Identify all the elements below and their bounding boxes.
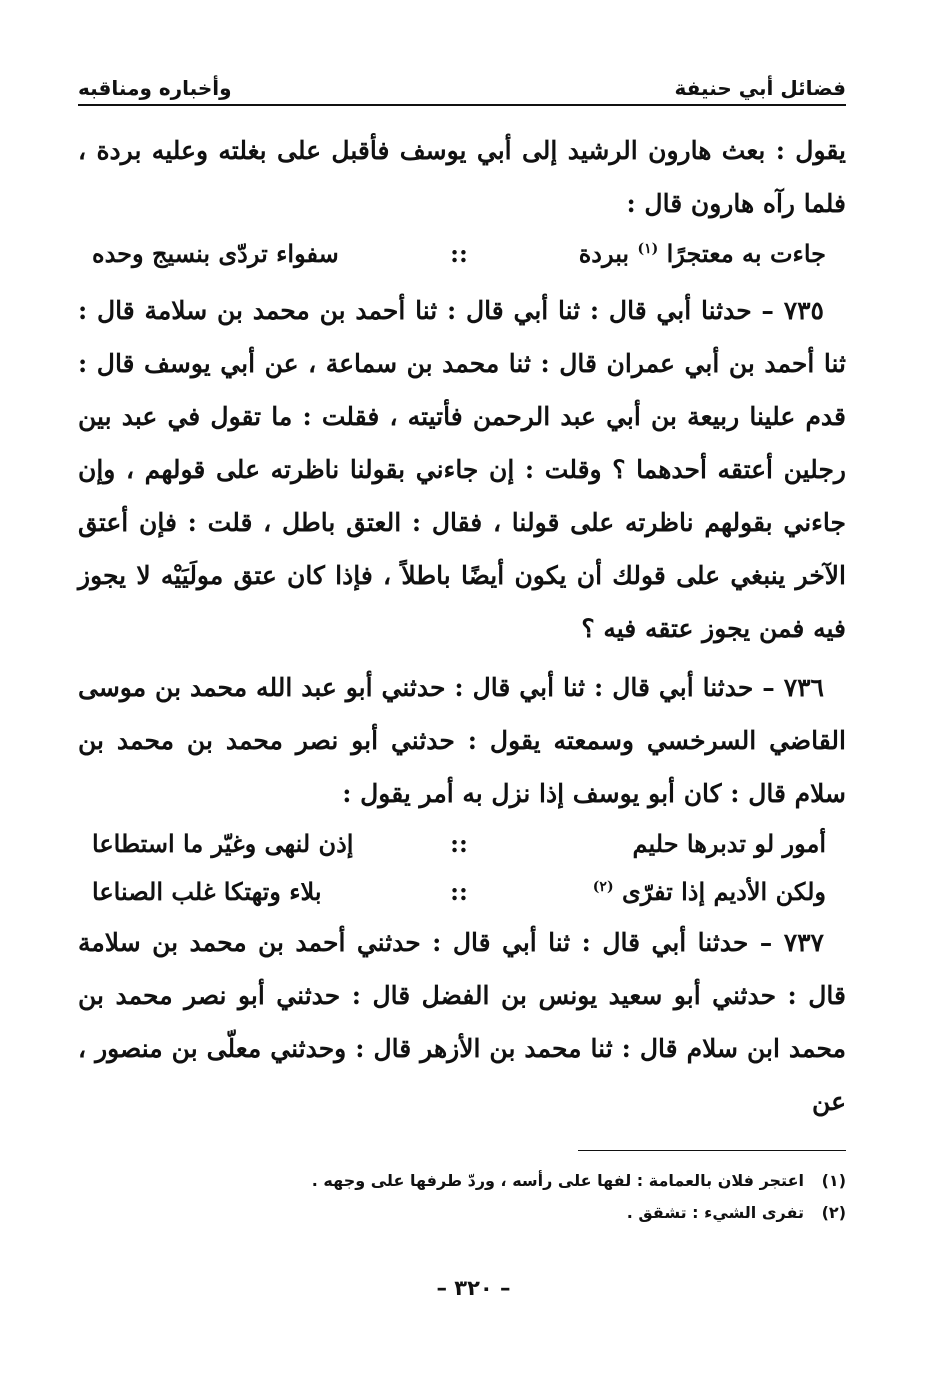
paragraph-737: ٧٣٧ – حدثنا أبي قال : ثنا أبي قال : حدثني أحمد بن محمد بن سلامة قال : حدثني أبو سعيد يونس بن الفضل قال : حدثني أبو نصر محمد بن محمد ابن سلام قال : ثنا محمد بن الأزهر قال : وحدثني معلّى بن منصور ، عن — [78, 928, 846, 1116]
verse-separator: :: — [450, 829, 468, 858]
verse-line — [78, 820, 846, 868]
verse-first-hemistich: ولكن الأديم إذا تفرّى $^{(٢)}$ — [592, 877, 826, 906]
book-page — [78, 60, 846, 1229]
verse-line — [78, 868, 846, 916]
paragraph-736: ٧٣٦ – حدثنا أبي قال : ثنا أبي قال : حدثني أبو عبد الله محمد بن موسى القاضي السرخسي وسمعته يقول : حدثني أبو نصر محمد بن محمد بن سلام قال : كان أبو يوسف إذا نزل به أمر يقول : — [78, 673, 846, 808]
footnote-text: تفرى الشيء : تشقق . — [626, 1203, 804, 1222]
running-header — [78, 60, 846, 106]
footnote-number: (٢) — [821, 1203, 846, 1222]
footnote-number: (١) — [821, 1171, 846, 1190]
header-title-right: فضائل أبي حنيفة — [674, 76, 846, 100]
verse-line — [78, 230, 846, 278]
verse-second-hemistich: سفواء تردّى بنسيج وحده — [92, 239, 339, 268]
footnote-ref: (٢) — [592, 879, 614, 895]
verse-separator: :: — [450, 239, 468, 268]
header-title-left: وأخباره ومناقبه — [78, 76, 232, 100]
verse-second-hemistich: إذن لنهى وغيّر ما استطاعا — [92, 829, 354, 858]
intro-paragraph: يقول : بعث هارون الرشيد إلى أبي يوسف فأقبل على بغلته وعليه بردة ، فلما رآه هارون قال : — [78, 136, 846, 218]
footnote-ref: (١) — [637, 241, 659, 257]
verse-second-hemistich: بلاء وتهتكا غلب الصناعا — [92, 877, 322, 906]
page-body — [78, 124, 846, 1128]
footnote-item — [78, 1165, 846, 1197]
verse-first-hemistich: جاءت به معتجرًا $^{(١)}$ ببردة — [578, 239, 826, 268]
page-number: – ٣٢٠ – — [436, 1276, 511, 1300]
footnote-divider — [578, 1150, 846, 1151]
footnote-text: اعتجر فلان بالعمامة : لفها على رأسه ، وردّ طرفها على وجهه . — [311, 1171, 804, 1190]
verse-first-hemistich: أمور لو تدبرها حليم — [632, 829, 826, 858]
footnote-item — [78, 1197, 846, 1229]
verse-separator: :: — [450, 877, 468, 906]
paragraph-735: ٧٣٥ – حدثنا أبي قال : ثنا أبي قال : ثنا أحمد بن محمد بن سلامة قال : ثنا أحمد بن أبي عمران قال : ثنا محمد بن سماعة ، عن أبي يوسف قال : قدم علينا ربيعة بن أبي عبد الرحمن فأتيته ، فقلت : ما تقول في عبد بين رجلين أعتقه أحدهما ؟ وقلت : إن جاءني بقولنا ناظرته على قولهم ، وإن جاءني بقولهم ناظرته على قولنا ، فقال : العتق باطل ، قلت : فإن أعتق الآخر ينبغي على قولك أن يكون أيضًا باطلاً ، فإذا كان عتق مولَيَيْه لا يجوز فيه فمن يجوز عتقه فيه ؟ — [78, 296, 846, 643]
footnotes — [78, 1165, 846, 1229]
